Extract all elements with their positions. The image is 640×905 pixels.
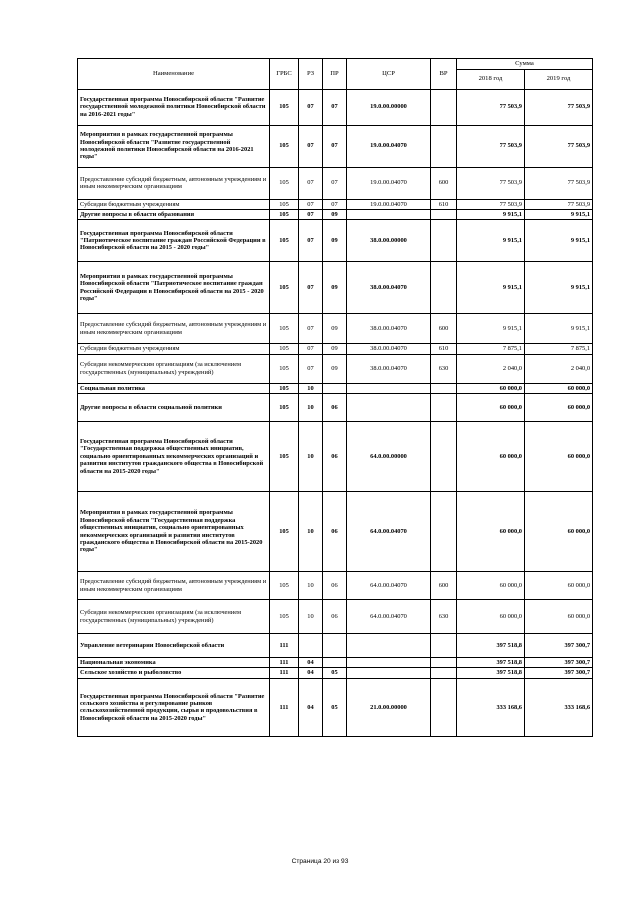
- header-pr: ПР: [323, 59, 347, 90]
- header-rz: РЗ: [299, 59, 323, 90]
- cell-csr: 38.0.00.04070: [347, 344, 431, 354]
- cell-grbs: 105: [270, 394, 299, 422]
- cell-name: Другие вопросы в области социальной политики: [78, 394, 270, 422]
- cell-sum-2018: 7 875,1: [457, 344, 525, 354]
- table-row: [78, 344, 593, 354]
- cell-vr: [431, 678, 457, 736]
- cell-grbs: 111: [270, 634, 299, 658]
- cell-sum-2018: 9 915,1: [457, 314, 525, 344]
- header-sum: Сумма: [457, 59, 593, 70]
- cell-csr: 19.0.00.04070: [347, 125, 431, 167]
- cell-sum-2019: 60 000,0: [525, 492, 593, 572]
- cell-vr: [431, 422, 457, 492]
- cell-name: Мероприятия в рамках государственной программы Новосибирской области "Патриотическое воспитание граждан Российской Федерации в Новосибирской области на 2015 - 2020 годы": [78, 262, 270, 314]
- cell-sum-2019: 9 915,1: [525, 220, 593, 262]
- cell-sum-2018: 397 518,8: [457, 634, 525, 658]
- table-row: [78, 199, 593, 209]
- cell-rz: 07: [299, 314, 323, 344]
- cell-sum-2019: 60 000,0: [525, 422, 593, 492]
- cell-sum-2018: 9 915,1: [457, 209, 525, 219]
- cell-csr: [347, 658, 431, 668]
- cell-sum-2019: 77 503,9: [525, 125, 593, 167]
- cell-grbs: 105: [270, 354, 299, 383]
- cell-csr: 64.0.00.04070: [347, 572, 431, 600]
- cell-rz: 10: [299, 383, 323, 393]
- table-row: [78, 678, 593, 736]
- cell-grbs: 111: [270, 668, 299, 678]
- table-row: [78, 354, 593, 383]
- cell-grbs: 105: [270, 314, 299, 344]
- cell-name: Субсидии некоммерческим организациям (за исключением государственных (муниципальных) учреждений): [78, 600, 270, 634]
- cell-pr: 09: [323, 220, 347, 262]
- cell-csr: 38.0.00.04070: [347, 354, 431, 383]
- cell-pr: 09: [323, 354, 347, 383]
- cell-vr: 630: [431, 354, 457, 383]
- cell-sum-2018: 77 503,9: [457, 167, 525, 199]
- cell-name: Государственная программа Новосибирской области "Государственная поддержка общественных инициатив, социально ориентированных некоммерческих организаций и развития институтов гражданского общества в Новосибирской области на 2015-2020 годы": [78, 422, 270, 492]
- cell-rz: 07: [299, 262, 323, 314]
- cell-csr: 64.0.00.00000: [347, 422, 431, 492]
- cell-sum-2019: 9 915,1: [525, 262, 593, 314]
- cell-sum-2019: 9 915,1: [525, 314, 593, 344]
- cell-pr: [323, 383, 347, 393]
- cell-name: Социальная политика: [78, 383, 270, 393]
- cell-vr: 610: [431, 344, 457, 354]
- cell-grbs: 105: [270, 125, 299, 167]
- cell-vr: [431, 125, 457, 167]
- cell-name: Национальная экономика: [78, 658, 270, 668]
- cell-sum-2018: 397 518,8: [457, 658, 525, 668]
- cell-vr: [431, 394, 457, 422]
- cell-vr: [431, 668, 457, 678]
- header-year-2019: 2019 год: [525, 69, 593, 89]
- cell-rz: 10: [299, 600, 323, 634]
- cell-csr: [347, 383, 431, 393]
- cell-grbs: 105: [270, 383, 299, 393]
- cell-sum-2019: 397 300,7: [525, 668, 593, 678]
- cell-rz: 10: [299, 422, 323, 492]
- cell-rz: 10: [299, 492, 323, 572]
- cell-rz: 04: [299, 678, 323, 736]
- cell-grbs: 105: [270, 220, 299, 262]
- cell-rz: 07: [299, 199, 323, 209]
- cell-name: Другие вопросы в области образования: [78, 209, 270, 219]
- cell-grbs: 105: [270, 572, 299, 600]
- cell-name: Субсидии некоммерческим организациям (за исключением государственных (муниципальных) учреждений): [78, 354, 270, 383]
- cell-grbs: 105: [270, 167, 299, 199]
- cell-pr: 06: [323, 492, 347, 572]
- cell-vr: [431, 262, 457, 314]
- cell-csr: 38.0.00.04070: [347, 262, 431, 314]
- cell-rz: 07: [299, 354, 323, 383]
- cell-sum-2019: 60 000,0: [525, 394, 593, 422]
- cell-pr: 09: [323, 209, 347, 219]
- cell-vr: [431, 209, 457, 219]
- table-row: [78, 383, 593, 393]
- table-row: [78, 600, 593, 634]
- cell-rz: 10: [299, 572, 323, 600]
- cell-sum-2018: 2 040,0: [457, 354, 525, 383]
- cell-sum-2019: 77 503,9: [525, 199, 593, 209]
- cell-sum-2019: 397 300,7: [525, 634, 593, 658]
- table-row: [78, 220, 593, 262]
- cell-pr: [323, 634, 347, 658]
- cell-pr: 05: [323, 678, 347, 736]
- cell-name: Мероприятия в рамках государственной программы Новосибирской области "Развитие государственной молодежной политики Новосибирской области на 2016-2021 годы": [78, 125, 270, 167]
- table-row: [78, 314, 593, 344]
- cell-sum-2019: 77 503,9: [525, 167, 593, 199]
- cell-csr: [347, 634, 431, 658]
- cell-vr: [431, 492, 457, 572]
- cell-sum-2018: 60 000,0: [457, 600, 525, 634]
- cell-rz: 07: [299, 209, 323, 219]
- cell-pr: 09: [323, 314, 347, 344]
- cell-csr: 19.0.00.04070: [347, 167, 431, 199]
- cell-vr: [431, 383, 457, 393]
- cell-vr: 630: [431, 600, 457, 634]
- cell-sum-2019: 333 168,6: [525, 678, 593, 736]
- header-grbs: ГРБС: [270, 59, 299, 90]
- cell-vr: 600: [431, 314, 457, 344]
- table-row: [78, 209, 593, 219]
- table-body: [78, 89, 593, 736]
- cell-csr: [347, 394, 431, 422]
- cell-sum-2019: 60 000,0: [525, 600, 593, 634]
- cell-sum-2018: 9 915,1: [457, 262, 525, 314]
- cell-grbs: 111: [270, 678, 299, 736]
- cell-name: Субсидии бюджетным учреждениям: [78, 344, 270, 354]
- table-row: [78, 492, 593, 572]
- table-row: [78, 658, 593, 668]
- cell-rz: 04: [299, 658, 323, 668]
- table-row: [78, 422, 593, 492]
- cell-sum-2018: 9 915,1: [457, 220, 525, 262]
- cell-csr: 38.0.00.00000: [347, 220, 431, 262]
- cell-vr: [431, 658, 457, 668]
- table-row: [78, 572, 593, 600]
- cell-csr: 38.0.00.04070: [347, 314, 431, 344]
- cell-name: Предоставление субсидий бюджетным, автономным учреждениям и иным некоммерческим организациям: [78, 167, 270, 199]
- cell-rz: 07: [299, 125, 323, 167]
- cell-name: Государственная программа Новосибирской области "Развитие государственной молодежной политики Новосибирской области на 2016-2021 годы": [78, 89, 270, 125]
- cell-rz: 07: [299, 344, 323, 354]
- cell-name: Предоставление субсидий бюджетным, автономным учреждениям и иным некоммерческим организациям: [78, 314, 270, 344]
- cell-pr: 07: [323, 125, 347, 167]
- cell-vr: [431, 220, 457, 262]
- cell-rz: 07: [299, 220, 323, 262]
- cell-grbs: 105: [270, 422, 299, 492]
- cell-csr: 19.0.00.00000: [347, 89, 431, 125]
- cell-vr: [431, 89, 457, 125]
- table-row: [78, 262, 593, 314]
- cell-grbs: 105: [270, 209, 299, 219]
- cell-grbs: 105: [270, 344, 299, 354]
- table-row: [78, 167, 593, 199]
- cell-rz: [299, 634, 323, 658]
- cell-csr: 21.0.00.00000: [347, 678, 431, 736]
- table-row: [78, 394, 593, 422]
- table-row: [78, 125, 593, 167]
- cell-grbs: 111: [270, 658, 299, 668]
- cell-sum-2019: 60 000,0: [525, 572, 593, 600]
- cell-pr: [323, 658, 347, 668]
- header-vr: ВР: [431, 59, 457, 90]
- cell-pr: 09: [323, 262, 347, 314]
- cell-sum-2018: 77 503,9: [457, 89, 525, 125]
- cell-name: Государственная программа Новосибирской области "Развитие сельского хозяйства и регулирование рынков сельскохозяйственной продукции, сырья и продовольствия в Новосибирской области на 2015-2020 годы": [78, 678, 270, 736]
- cell-sum-2018: 60 000,0: [457, 383, 525, 393]
- cell-rz: 07: [299, 89, 323, 125]
- table-row: [78, 668, 593, 678]
- header-name: Наименование: [78, 59, 270, 90]
- cell-csr: 64.0.00.04070: [347, 600, 431, 634]
- table-row: [78, 89, 593, 125]
- table-row: [78, 634, 593, 658]
- cell-pr: 06: [323, 394, 347, 422]
- cell-sum-2019: 9 915,1: [525, 209, 593, 219]
- cell-pr: 09: [323, 344, 347, 354]
- cell-sum-2018: 60 000,0: [457, 572, 525, 600]
- cell-name: Сельское хозяйство и рыболовство: [78, 668, 270, 678]
- cell-pr: 06: [323, 600, 347, 634]
- cell-sum-2018: 397 518,8: [457, 668, 525, 678]
- cell-sum-2018: 333 168,6: [457, 678, 525, 736]
- budget-table: [77, 58, 593, 737]
- cell-csr: 64.0.00.04070: [347, 492, 431, 572]
- cell-pr: 05: [323, 668, 347, 678]
- cell-name: Управление ветеринарии Новосибирской области: [78, 634, 270, 658]
- header-csr: ЦСР: [347, 59, 431, 90]
- cell-sum-2019: 397 300,7: [525, 658, 593, 668]
- cell-grbs: 105: [270, 199, 299, 209]
- cell-name: Мероприятия в рамках государственной программы Новосибирской области "Государственная поддержка общественных инициатив, социально ориентированных некоммерческих организаций и развития институтов гражданского общества в Новосибирской области на 2015-2020 годы": [78, 492, 270, 572]
- cell-grbs: 105: [270, 262, 299, 314]
- cell-sum-2018: 77 503,9: [457, 199, 525, 209]
- cell-grbs: 105: [270, 492, 299, 572]
- cell-sum-2019: 77 503,9: [525, 89, 593, 125]
- cell-sum-2018: 60 000,0: [457, 492, 525, 572]
- cell-name: Государственная программа Новосибирской области "Патриотическое воспитание граждан Российской Федерации в Новосибирской области на 2015 - 2020 годы": [78, 220, 270, 262]
- cell-pr: 06: [323, 572, 347, 600]
- cell-rz: 10: [299, 394, 323, 422]
- cell-pr: 07: [323, 89, 347, 125]
- cell-name: Предоставление субсидий бюджетным, автономным учреждениям и иным некоммерческим организациям: [78, 572, 270, 600]
- cell-rz: 07: [299, 167, 323, 199]
- cell-csr: [347, 209, 431, 219]
- header-year-2018: 2018 год: [457, 69, 525, 89]
- cell-pr: 07: [323, 167, 347, 199]
- cell-csr: [347, 668, 431, 678]
- cell-vr: 600: [431, 167, 457, 199]
- cell-csr: 19.0.00.04070: [347, 199, 431, 209]
- cell-pr: 06: [323, 422, 347, 492]
- cell-sum-2019: 60 000,0: [525, 383, 593, 393]
- cell-vr: [431, 634, 457, 658]
- cell-sum-2018: 60 000,0: [457, 394, 525, 422]
- cell-grbs: 105: [270, 600, 299, 634]
- cell-rz: 04: [299, 668, 323, 678]
- cell-name: Субсидии бюджетным учреждениям: [78, 199, 270, 209]
- cell-vr: 610: [431, 199, 457, 209]
- cell-vr: 600: [431, 572, 457, 600]
- cell-grbs: 105: [270, 89, 299, 125]
- cell-sum-2018: 60 000,0: [457, 422, 525, 492]
- cell-pr: 07: [323, 199, 347, 209]
- cell-sum-2019: 2 040,0: [525, 354, 593, 383]
- page-number: Страница 20 из 93: [291, 858, 349, 865]
- cell-sum-2019: 7 875,1: [525, 344, 593, 354]
- cell-sum-2018: 77 503,9: [457, 125, 525, 167]
